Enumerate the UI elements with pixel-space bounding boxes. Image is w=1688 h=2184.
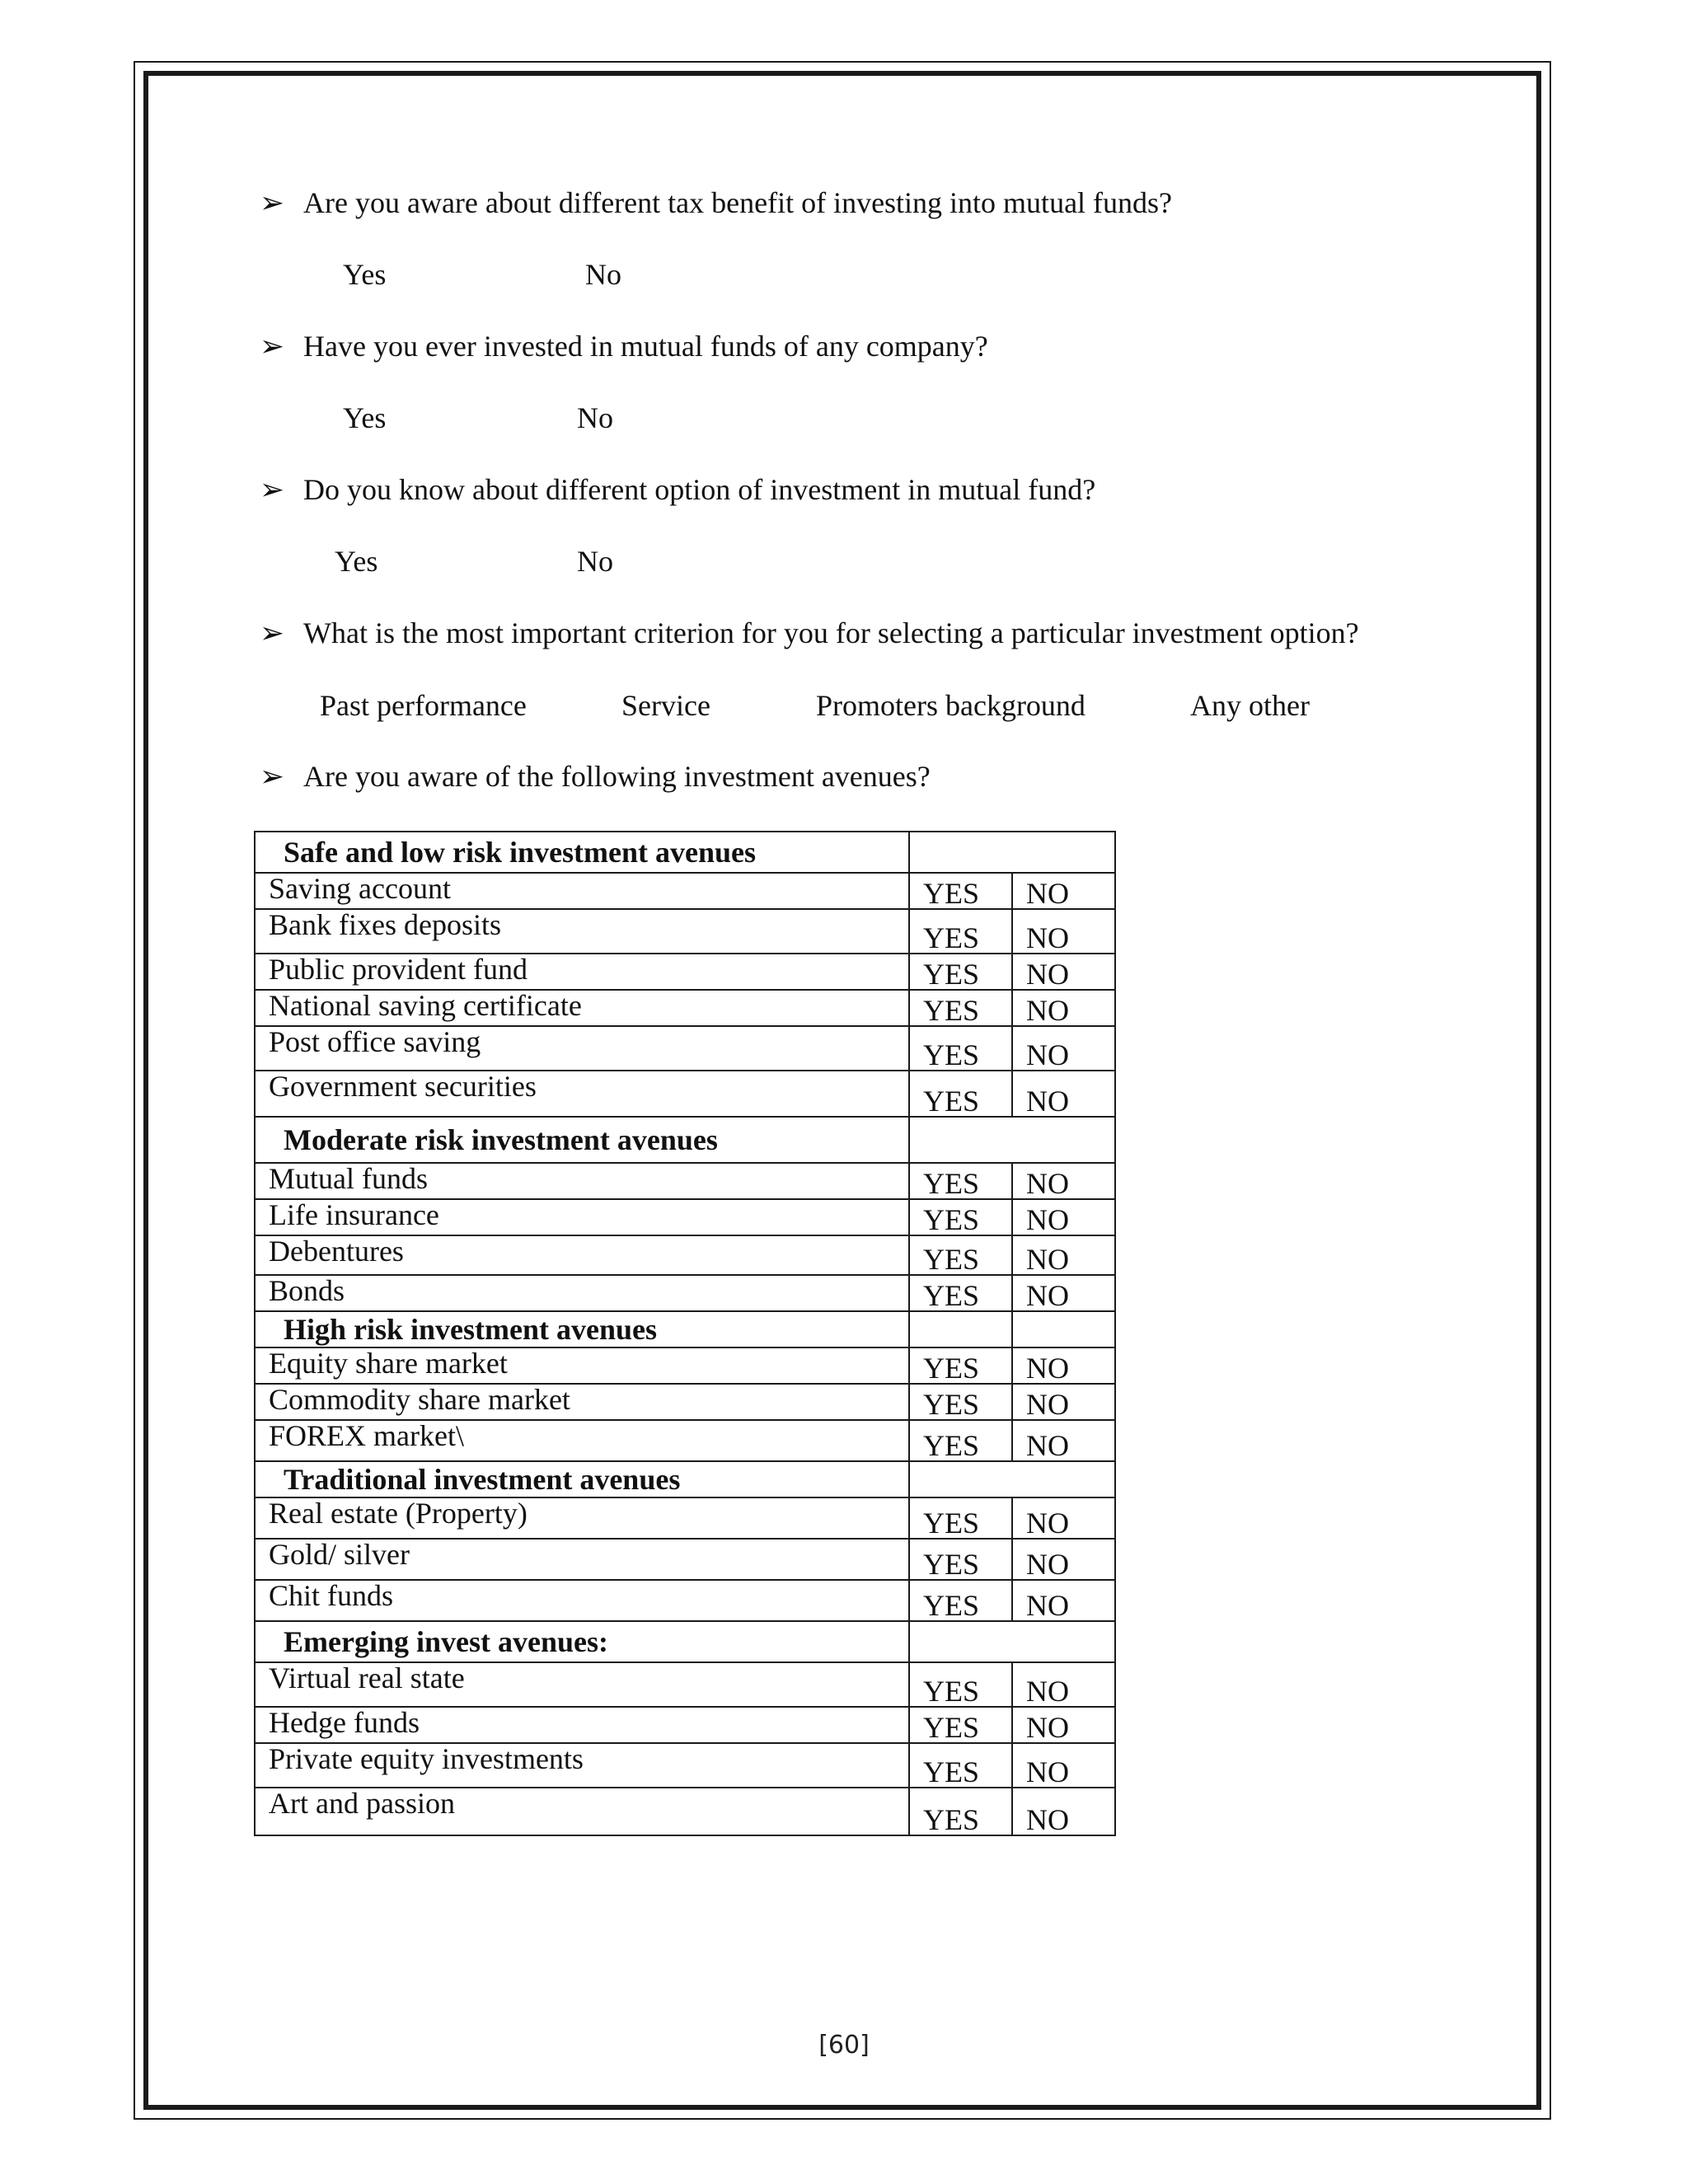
avenue-label: Debentures [255,1235,909,1275]
table-row [255,1384,1115,1420]
no-option[interactable]: NO [1012,954,1115,990]
category-label: Traditional investment avenues [255,1461,909,1497]
yes-option[interactable]: YES [909,1071,1012,1117]
yes-option[interactable]: YES [909,1539,1012,1580]
category-label: Moderate risk investment avenues [255,1117,909,1163]
blank-answer-cell [909,1461,1115,1497]
category-header-row [255,1311,1115,1347]
avenue-label: Gold/ silver [255,1539,909,1580]
avenue-label: Virtual real state [255,1662,909,1707]
no-option[interactable]: NO [1012,1347,1115,1384]
blank-answer-cell [909,1621,1115,1662]
arrow-bullet-icon: ➢ [259,473,285,506]
table-row [255,1580,1115,1621]
yes-option[interactable]: YES [909,1420,1012,1461]
table-row [255,1235,1115,1275]
no-option[interactable]: NO [1012,1199,1115,1235]
no-option[interactable]: NO [1012,1788,1115,1835]
no-option[interactable]: NO [1012,873,1115,909]
avenue-label: Private equity investments [255,1743,909,1788]
yes-option[interactable]: YES [909,1347,1012,1384]
yes-option[interactable]: YES [909,954,1012,990]
yes-option[interactable]: YES [909,1199,1012,1235]
table-row [255,1026,1115,1071]
yes-option[interactable]: YES [909,1788,1012,1835]
table-row [255,1788,1115,1835]
category-label: High risk investment avenues [255,1311,909,1347]
avenue-label: Post office saving [255,1026,909,1071]
no-option[interactable]: NO [1012,1743,1115,1788]
avenue-label: Real estate (Property) [255,1497,909,1539]
no-option[interactable]: NO [1012,1026,1115,1071]
avenue-label: Public provident fund [255,954,909,990]
avenue-label: Mutual funds [255,1163,909,1199]
option-promoters-background[interactable]: Promoters background [816,689,1085,722]
yes-option[interactable]: YES [909,1743,1012,1788]
page-number: [60] [818,2031,870,2060]
table-row [255,1662,1115,1707]
category-header-row [255,832,1115,873]
category-label: Emerging invest avenues: [255,1621,909,1662]
table-row [255,1539,1115,1580]
avenue-label: Hedge funds [255,1707,909,1743]
no-option[interactable]: NO [1012,1707,1115,1743]
yes-option[interactable]: YES [909,1235,1012,1275]
question-text: Are you aware of the following investment avenues? [303,760,931,793]
avenue-label: Life insurance [255,1199,909,1235]
option-any-other[interactable]: Any other [1190,689,1310,722]
yes-option[interactable]: YES [909,1497,1012,1539]
table-row [255,1071,1115,1117]
no-option[interactable]: NO [1012,909,1115,954]
avenue-label: Saving account [255,873,909,909]
avenue-label: Equity share market [255,1347,909,1384]
yes-option[interactable]: YES [909,1275,1012,1311]
arrow-bullet-icon: ➢ [259,616,285,649]
no-option[interactable]: NO [1012,1275,1115,1311]
avenue-label: Commodity share market [255,1384,909,1420]
table-row [255,1497,1115,1539]
avenue-label: National saving certificate [255,990,909,1026]
no-option[interactable]: NO [1012,990,1115,1026]
yes-option[interactable]: YES [909,1163,1012,1199]
no-option[interactable]: NO [1012,1163,1115,1199]
table-row [255,873,1115,909]
avenue-label: Chit funds [255,1580,909,1621]
arrow-bullet-icon: ➢ [259,186,285,219]
no-option[interactable]: NO [1012,1539,1115,1580]
yes-option[interactable]: YES [909,873,1012,909]
option-yes[interactable]: Yes [343,401,387,434]
avenue-label: Bonds [255,1275,909,1311]
no-option[interactable]: NO [1012,1420,1115,1461]
yes-option[interactable]: YES [909,1384,1012,1420]
table-row [255,954,1115,990]
table-row [255,1420,1115,1461]
blank-answer-cell [909,1117,1115,1163]
no-option[interactable]: NO [1012,1580,1115,1621]
option-past-performance[interactable]: Past performance [320,689,527,722]
option-service[interactable]: Service [621,689,710,722]
question-text: Do you know about different option of investment in mutual fund? [303,473,1096,506]
no-option[interactable]: NO [1012,1235,1115,1275]
table-row [255,1199,1115,1235]
investment-avenues-table [254,831,1116,1836]
table-row [255,909,1115,954]
table-row [255,1743,1115,1788]
arrow-bullet-icon: ➢ [259,330,285,363]
no-option[interactable]: NO [1012,1662,1115,1707]
table-row [255,990,1115,1026]
option-yes[interactable]: Yes [343,258,387,291]
table-row [255,1347,1115,1384]
blank-yes-cell [909,1311,1012,1347]
category-header-row [255,1621,1115,1662]
category-label: Safe and low risk investment avenues [255,832,909,873]
no-option[interactable]: NO [1012,1497,1115,1539]
avenue-label: Government securities [255,1071,909,1117]
yes-option[interactable]: YES [909,1580,1012,1621]
option-no[interactable]: No [585,258,621,291]
category-header-row [255,1117,1115,1163]
avenue-label: Bank fixes deposits [255,909,909,954]
avenue-label: FOREX market\ [255,1420,909,1461]
table-row [255,1275,1115,1311]
table-row [255,1707,1115,1743]
arrow-bullet-icon: ➢ [259,760,285,793]
avenue-label: Art and passion [255,1788,909,1835]
table-row [255,1163,1115,1199]
blank-no-cell [1012,1311,1115,1347]
category-header-row [255,1461,1115,1497]
question-text: Have you ever invested in mutual funds of any company? [303,330,988,363]
question-text: What is the most important criterion for you for selecting a particular investment option? [303,616,1359,649]
no-option[interactable]: NO [1012,1071,1115,1117]
yes-option[interactable]: YES [909,1707,1012,1743]
option-no[interactable]: No [577,401,613,434]
blank-answer-cell [909,832,1115,873]
option-yes[interactable]: Yes [335,545,378,578]
yes-option[interactable]: YES [909,990,1012,1026]
option-no[interactable]: No [577,545,613,578]
yes-option[interactable]: YES [909,909,1012,954]
yes-option[interactable]: YES [909,1662,1012,1707]
no-option[interactable]: NO [1012,1384,1115,1420]
question-text: Are you aware about different tax benefit of investing into mutual funds? [303,186,1173,219]
yes-option[interactable]: YES [909,1026,1012,1071]
